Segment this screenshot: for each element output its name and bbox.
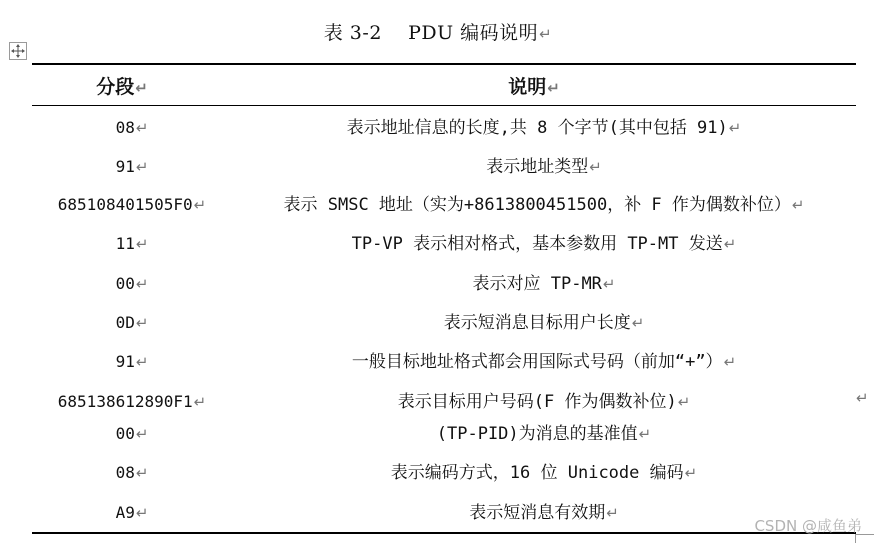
caption-label: 表 3-2 bbox=[323, 22, 382, 44]
table-row bbox=[32, 347, 856, 377]
description-value: 表示对应 TP-MR bbox=[472, 274, 602, 294]
paragraph-mark: ↵ bbox=[193, 393, 207, 411]
segment-cell bbox=[32, 229, 232, 259]
segment-cell bbox=[32, 498, 232, 528]
paragraph-mark: ↵ bbox=[135, 464, 149, 482]
segment-cell bbox=[32, 458, 232, 488]
table-header-rule bbox=[32, 105, 856, 106]
description-cell bbox=[232, 269, 856, 299]
description-value: 表示短消息目标用户长度 bbox=[443, 313, 631, 333]
table-row bbox=[32, 308, 856, 338]
table-row bbox=[32, 229, 856, 259]
description-cell bbox=[232, 308, 856, 338]
segment-value: 91 bbox=[115, 352, 135, 371]
caption-title: PDU 编码说明 bbox=[408, 22, 539, 44]
crop-corner-mark bbox=[855, 534, 874, 543]
table-row bbox=[32, 113, 856, 143]
description-value: 表示地址信息的长度,共 8 个字节(其中包括 91) bbox=[346, 118, 728, 138]
segment-value: 00 bbox=[115, 274, 135, 293]
table-row bbox=[32, 387, 856, 417]
paragraph-mark: ↵ bbox=[539, 25, 553, 43]
header-description bbox=[212, 72, 856, 99]
segment-value: 08 bbox=[115, 118, 135, 137]
segment-value: 685138612890F1 bbox=[57, 392, 193, 411]
description-value: (TP-PID)为消息的基准值 bbox=[436, 424, 638, 444]
description-cell bbox=[232, 458, 856, 488]
table-row bbox=[32, 269, 856, 299]
header-segment-label: 分段 bbox=[96, 76, 135, 98]
paragraph-mark: ↵ bbox=[791, 196, 805, 214]
description-cell bbox=[232, 419, 856, 449]
paragraph-mark: ↵ bbox=[135, 235, 149, 253]
paragraph-mark: ↵ bbox=[547, 79, 560, 97]
segment-cell bbox=[32, 269, 232, 299]
segment-cell bbox=[32, 419, 232, 449]
paragraph-mark: ↵ bbox=[135, 353, 149, 371]
paragraph-mark: ↵ bbox=[723, 235, 737, 253]
paragraph-mark: ↵ bbox=[135, 314, 149, 332]
table-row bbox=[32, 152, 856, 182]
segment-cell bbox=[32, 347, 232, 377]
table-caption bbox=[0, 18, 876, 45]
paragraph-mark: ↵ bbox=[589, 158, 602, 176]
header-segment bbox=[32, 72, 212, 99]
paragraph-mark: ↵ bbox=[135, 119, 149, 137]
segment-value: 91 bbox=[115, 157, 135, 176]
paragraph-mark: ↵ bbox=[135, 79, 148, 97]
description-cell bbox=[232, 347, 856, 377]
segment-cell bbox=[32, 190, 232, 220]
watermark: CSDN @咸鱼弟 bbox=[754, 517, 862, 535]
description-cell bbox=[232, 113, 856, 143]
paragraph-mark: ↵ bbox=[135, 158, 149, 176]
row-end-mark: ↵ bbox=[856, 389, 869, 407]
description-value: 表示短消息有效期 bbox=[469, 503, 606, 523]
segment-value: 00 bbox=[115, 424, 135, 443]
paragraph-mark: ↵ bbox=[193, 196, 207, 214]
paragraph-mark: ↵ bbox=[677, 393, 691, 411]
segment-cell bbox=[32, 308, 232, 338]
segment-value: 0D bbox=[115, 313, 135, 332]
table-move-handle-icon[interactable] bbox=[9, 42, 27, 60]
table-top-rule bbox=[32, 63, 856, 65]
paragraph-mark: ↵ bbox=[684, 464, 698, 482]
description-cell bbox=[232, 190, 856, 220]
table-row bbox=[32, 458, 856, 488]
paragraph-mark: ↵ bbox=[135, 275, 149, 293]
paragraph-mark: ↵ bbox=[606, 504, 619, 522]
segment-value: 08 bbox=[115, 463, 135, 482]
table-row bbox=[32, 190, 856, 220]
paragraph-mark: ↵ bbox=[723, 353, 737, 371]
header-description-label: 说明 bbox=[508, 76, 547, 98]
segment-cell bbox=[32, 387, 232, 417]
description-cell bbox=[232, 387, 856, 417]
description-value: 表示目标用户号码(F 作为偶数补位) bbox=[397, 392, 677, 412]
segment-value: 685108401505F0 bbox=[57, 195, 193, 214]
segment-value: 11 bbox=[115, 234, 135, 253]
description-value: 表示编码方式，16 位 Unicode 编码 bbox=[390, 463, 684, 483]
segment-value: A9 bbox=[115, 503, 135, 522]
paragraph-mark: ↵ bbox=[135, 504, 149, 522]
segment-cell bbox=[32, 113, 232, 143]
paragraph-mark: ↵ bbox=[602, 275, 616, 293]
table-bottom-rule bbox=[32, 532, 856, 534]
description-value: TP-VP 表示相对格式，基本参数用 TP-MT 发送 bbox=[351, 234, 723, 254]
description-cell bbox=[232, 229, 856, 259]
table-row bbox=[32, 419, 856, 449]
paragraph-mark: ↵ bbox=[638, 425, 652, 443]
description-value: 一般目标地址格式都会用国际式号码（前加“+”） bbox=[351, 352, 723, 372]
description-value: 表示地址类型 bbox=[486, 157, 589, 177]
paragraph-mark: ↵ bbox=[631, 314, 645, 332]
table-row bbox=[32, 498, 856, 528]
segment-cell bbox=[32, 152, 232, 182]
paragraph-mark: ↵ bbox=[135, 425, 149, 443]
paragraph-mark: ↵ bbox=[728, 119, 742, 137]
description-cell bbox=[232, 152, 856, 182]
description-value: 表示 SMSC 地址（实为+8613800451500，补 F 作为偶数补位） bbox=[283, 195, 791, 215]
